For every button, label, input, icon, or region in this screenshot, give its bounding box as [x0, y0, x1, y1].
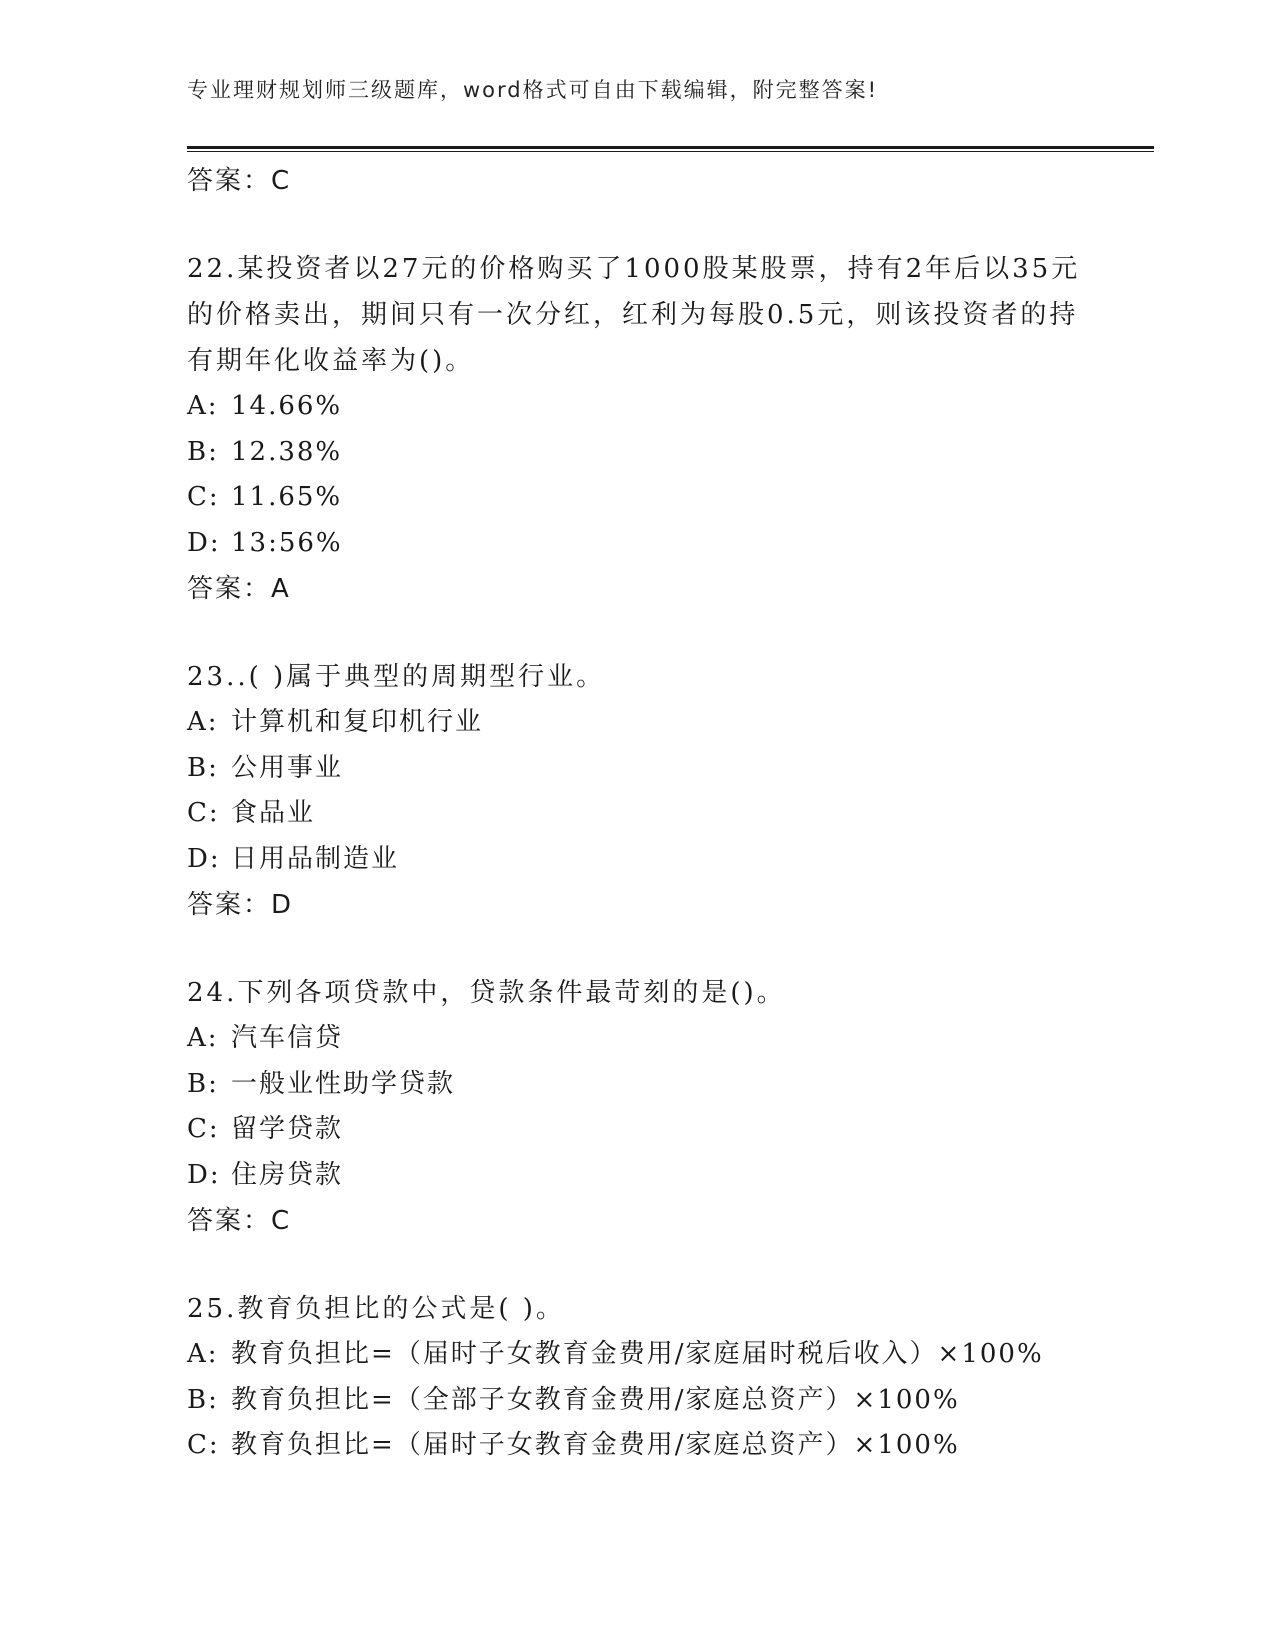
option-key: A:: [187, 391, 219, 421]
option-key: D:: [187, 527, 221, 558]
option-b: [187, 746, 1087, 792]
option-c: [187, 1423, 1087, 1469]
option-a: [187, 1332, 1087, 1378]
option-c: [187, 1107, 1087, 1153]
question-list: [187, 158, 1087, 1469]
option-text: 一般业性助学贷款: [231, 1068, 456, 1099]
page-header: 专业理财规划师三级题库，word格式可自由下载编辑，附完整答案!: [187, 78, 879, 102]
option-a: [187, 1016, 1087, 1062]
question-stem: 23..( )属于典型的周期型行业。: [187, 662, 606, 692]
option-key: D:: [187, 843, 221, 874]
option-b: [187, 430, 1087, 476]
option-text: 教育负担比=（届时子女教育金费用/家庭届时税后收入）×100%: [231, 1339, 1044, 1369]
option-text: 公用事业: [231, 752, 344, 783]
option-key: A:: [187, 1339, 219, 1369]
option-key: B:: [187, 1384, 219, 1415]
option-a: [187, 700, 1087, 746]
question-24: [187, 970, 1087, 1244]
option-c: [187, 475, 1087, 521]
option-text: 12.38%: [231, 436, 343, 467]
option-text: 日用品制造业: [231, 843, 400, 874]
answer: 答案：C: [187, 1206, 292, 1236]
option-b: [187, 1378, 1087, 1424]
option-d: [187, 837, 1087, 883]
previous-answer: 答案：C: [187, 166, 292, 196]
option-text: 食品业: [231, 798, 316, 828]
option-key: B:: [187, 1068, 219, 1099]
option-key: A:: [187, 1023, 219, 1053]
option-text: 计算机和复印机行业: [231, 707, 484, 737]
header-rule-thin: [187, 151, 1154, 152]
answer: 答案：A: [187, 574, 291, 604]
option-key: C:: [187, 1114, 220, 1144]
question-stem: 25.教育负担比的公式是( )。: [187, 1294, 565, 1324]
question-23: [187, 654, 1087, 928]
option-text: 14.66%: [231, 391, 343, 421]
option-key: B:: [187, 436, 219, 467]
option-text: 留学贷款: [231, 1114, 344, 1144]
option-d: [187, 521, 1087, 567]
option-key: D:: [187, 1159, 221, 1190]
question-stem: 22.某投资者以27元的价格购买了1000股某股票，持有2年后以35元的价格卖出，期间只有一次分红，红利为每股0.5元，则该投资者的持有期年化收益率为()。: [187, 254, 1081, 376]
option-a: [187, 384, 1087, 430]
option-text: 11.65%: [231, 482, 343, 512]
option-text: 教育负担比=（全部子女教育金费用/家庭总资产）×100%: [231, 1384, 960, 1415]
option-key: C:: [187, 1430, 220, 1460]
question-stem: 24.下列各项贷款中，贷款条件最苛刻的是()。: [187, 978, 786, 1008]
option-d: [187, 1153, 1087, 1199]
option-key: B:: [187, 752, 219, 783]
option-text: 汽车信贷: [231, 1023, 344, 1053]
option-text: 13:56%: [231, 527, 343, 558]
question-25: [187, 1286, 1087, 1469]
question-22: [187, 246, 1087, 612]
answer: 答案：D: [187, 890, 294, 920]
option-key: A:: [187, 707, 219, 737]
option-text: 住房贷款: [231, 1159, 344, 1190]
option-b: [187, 1062, 1087, 1108]
option-key: C:: [187, 798, 220, 828]
option-c: [187, 791, 1087, 837]
option-text: 教育负担比=（届时子女教育金费用/家庭总资产）×100%: [231, 1430, 960, 1460]
header-rule-thick: [187, 146, 1154, 149]
option-key: C:: [187, 482, 220, 512]
